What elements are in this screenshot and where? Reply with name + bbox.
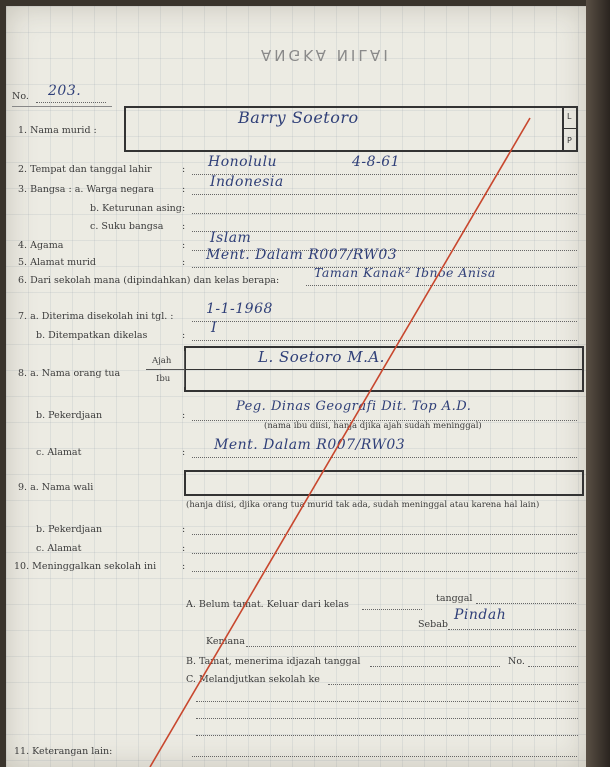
label-keturunan-asing: b. Keturunan asing bbox=[90, 203, 182, 214]
sex-p-label: P bbox=[567, 136, 572, 145]
value-dari-sekolah: Taman Kanak² Ibnoe Anisa bbox=[314, 265, 496, 280]
value-tempat-lahir: Honolulu bbox=[208, 154, 278, 170]
no-label: No. bbox=[12, 91, 29, 102]
label-no-idjazah: No. bbox=[508, 656, 525, 667]
diagonal-cross-out bbox=[150, 118, 530, 767]
label-ibu: Ibu bbox=[156, 374, 171, 384]
label-meninggalkan-sekolah: 10. Meninggalkan sekolah ini bbox=[14, 561, 157, 572]
label-dari-sekolah: 6. Dari sekolah mana (dipindahkan) dan kelas berapa: bbox=[18, 275, 280, 286]
form-header-mirrored: ANGKA NILAI bbox=[261, 46, 391, 64]
value-agama: Islam bbox=[210, 230, 252, 246]
label-melandjutkan: C. Melandjutkan sekolah ke bbox=[186, 674, 320, 685]
label-pekerdjaan: b. Pekerdjaan bbox=[36, 410, 103, 421]
label-kemana: Kemana bbox=[206, 636, 245, 647]
label-keterangan-lain: 11. Keterangan lain: bbox=[14, 746, 113, 757]
note-nama-ibu: (nama ibu diisi, hanja djika ajah sudah meninggal) bbox=[264, 421, 482, 431]
note-wali: (hanja diisi, djika orang tua murid tak ada, sudah meninggal atau karena hal lain) bbox=[186, 500, 540, 510]
value-diterima-tgl: 1-1-1968 bbox=[206, 301, 273, 317]
label-tanggal: tanggal bbox=[436, 593, 473, 604]
label-suku-bangsa: c. Suku bangsa bbox=[90, 221, 164, 232]
label-alamat-wali: c. Alamat bbox=[36, 543, 82, 554]
enrollment-record-page: ANGKA NILAI No. 203. 1. Nama murid : L P Barry Soetoro 2. Tempat dan tanggal lahir : Honolulu 4-8-61 3. Bangsa : a. Warga negara : Indonesia b. Keturunan asing : c. Suku bangsa : 4. Agama : Islam 5. Alamat murid : Ment. Dalam R007/RW03 6. Dari sekolah mana (dipindahkan) dan kelas berapa: Taman Kanak² Ibnoe Anisa 7. a. Diterima disekolah ini tgl. : 1-1-1968 b. Ditempatkan dikelas : I 8. a. Nama orang tua Ajah Ibu L. Soetoro M.A. b. Pekerdjaan : Peg. Dinas Geografi Dit. Top A.D. (nama ibu diisi, hanja djika ajah sudah meninggal) c. Alamat : Ment. Dalam R007/RW03 9. a. Nama wali (hanja diisi, djika orang tua murid tak ada, sudah meninggal atau karena hal lain) b. Pekerdjaan : c. Alamat : 10. Meninggalkan sekolah ini : A. Belum tamat. Keluar dari kelas tanggal Sebab Pindah Kemana B. Tamat, menerima idjazah tanggal No. C. Melandjutkan sekolah ke 11. Keterangan lain: bbox=[6, 6, 586, 767]
value-tanggal-lahir: 4-8-61 bbox=[352, 154, 401, 170]
label-ayah: Ajah bbox=[152, 356, 172, 366]
label-diterima-tgl: 7. a. Diterima disekolah ini tgl. : bbox=[18, 311, 174, 322]
value-kelas: I bbox=[211, 320, 218, 336]
value-nama-murid: Barry Soetoro bbox=[238, 108, 359, 127]
label-belum-tamat: A. Belum tamat. Keluar dari kelas bbox=[186, 599, 349, 610]
value-alamat-ortu: Ment. Dalam R007/RW03 bbox=[214, 437, 406, 453]
label-nama-murid: 1. Nama murid : bbox=[18, 125, 97, 136]
label-sebab: Sebab bbox=[418, 619, 448, 630]
label-tempat-tanggal-lahir: 2. Tempat dan tanggal lahir bbox=[18, 164, 152, 175]
label-alamat-murid: 5. Alamat murid bbox=[18, 257, 96, 268]
value-pekerdjaan: Peg. Dinas Geografi Dit. Top A.D. bbox=[236, 399, 472, 414]
label-agama: 4. Agama bbox=[18, 240, 64, 251]
value-nama-ayah: L. Soetoro M.A. bbox=[258, 348, 385, 366]
sex-l-label: L bbox=[567, 112, 572, 121]
value-warga-negara: Indonesia bbox=[210, 174, 284, 190]
label-pekerdjaan-wali: b. Pekerdjaan bbox=[36, 524, 103, 535]
label-tamat: B. Tamat, menerima idjazah tanggal bbox=[186, 656, 361, 667]
label-ditempatkan-kelas: b. Ditempatkan dikelas bbox=[36, 330, 148, 341]
record-number: 203. bbox=[48, 83, 82, 99]
label-warga-negara: 3. Bangsa : a. Warga negara bbox=[18, 184, 155, 195]
value-alamat-murid: Ment. Dalam R007/RW03 bbox=[206, 247, 398, 263]
label-alamat-ortu: c. Alamat bbox=[36, 447, 82, 458]
label-nama-orang-tua: 8. a. Nama orang tua bbox=[18, 368, 121, 379]
label-nama-wali: 9. a. Nama wali bbox=[18, 482, 94, 493]
value-sebab: Pindah bbox=[454, 607, 507, 623]
